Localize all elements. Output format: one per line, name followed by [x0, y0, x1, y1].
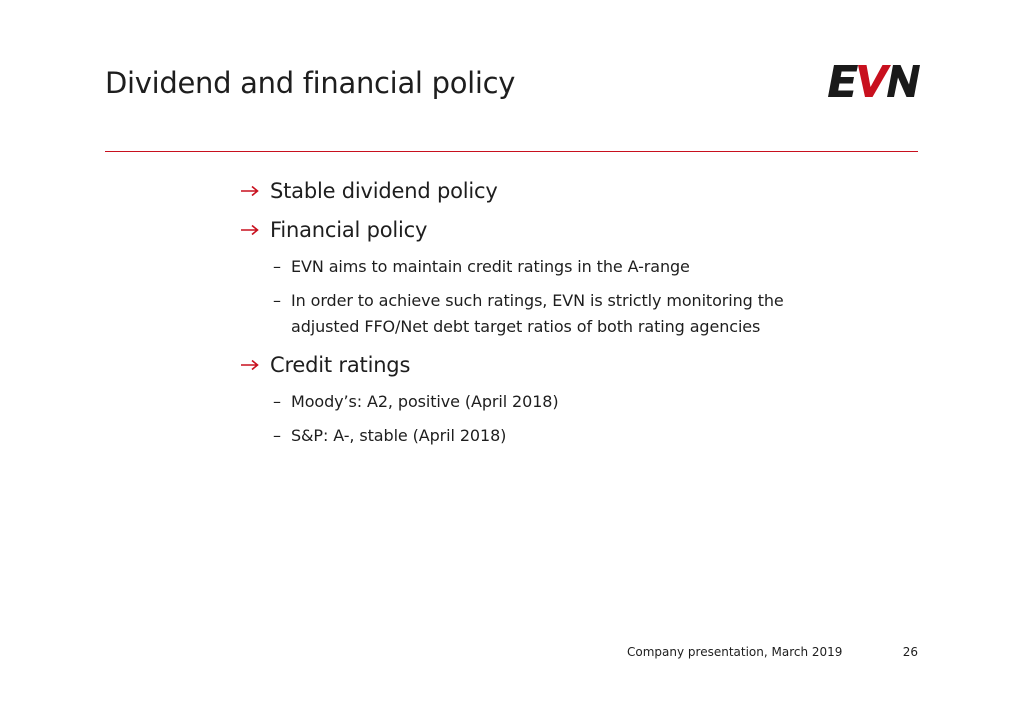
bullet-label: Credit ratings	[270, 353, 411, 377]
sub-item: – In order to achieve such ratings, EVN is strictly monitoring the adjusted FFO/Net debt target ratios of both rating agencies	[273, 288, 860, 340]
sub-item: – S&P: A-, stable (April 2018)	[273, 423, 860, 449]
dash-icon: –	[273, 291, 281, 310]
sub-item: – Moody’s: A2, positive (April 2018)	[273, 389, 860, 415]
dash-icon: –	[273, 426, 281, 445]
logo-letter-v	[858, 65, 891, 97]
arrow-icon	[240, 350, 270, 380]
page-title: Dividend and financial policy	[105, 66, 516, 100]
dash-icon: –	[273, 392, 281, 411]
header-divider	[105, 151, 918, 152]
logo-letter-e	[828, 65, 858, 97]
page-number: 26	[902, 645, 918, 659]
arrow-icon	[240, 215, 270, 245]
bullet-stable-dividend	[240, 176, 860, 206]
sub-item: – EVN aims to maintain credit ratings in the A-range	[273, 254, 860, 280]
bullet-financial-policy	[240, 215, 860, 245]
bullet-label: Financial policy	[270, 218, 428, 242]
evn-logo	[828, 62, 920, 100]
dash-icon: –	[273, 257, 281, 276]
bullet-credit-ratings	[240, 350, 860, 380]
bullet-label: Stable dividend policy	[270, 179, 498, 203]
content-list	[240, 176, 860, 457]
arrow-icon	[240, 176, 270, 206]
footer-text: Company presentation, March 2019	[627, 645, 843, 659]
logo-letter-n	[887, 65, 920, 97]
